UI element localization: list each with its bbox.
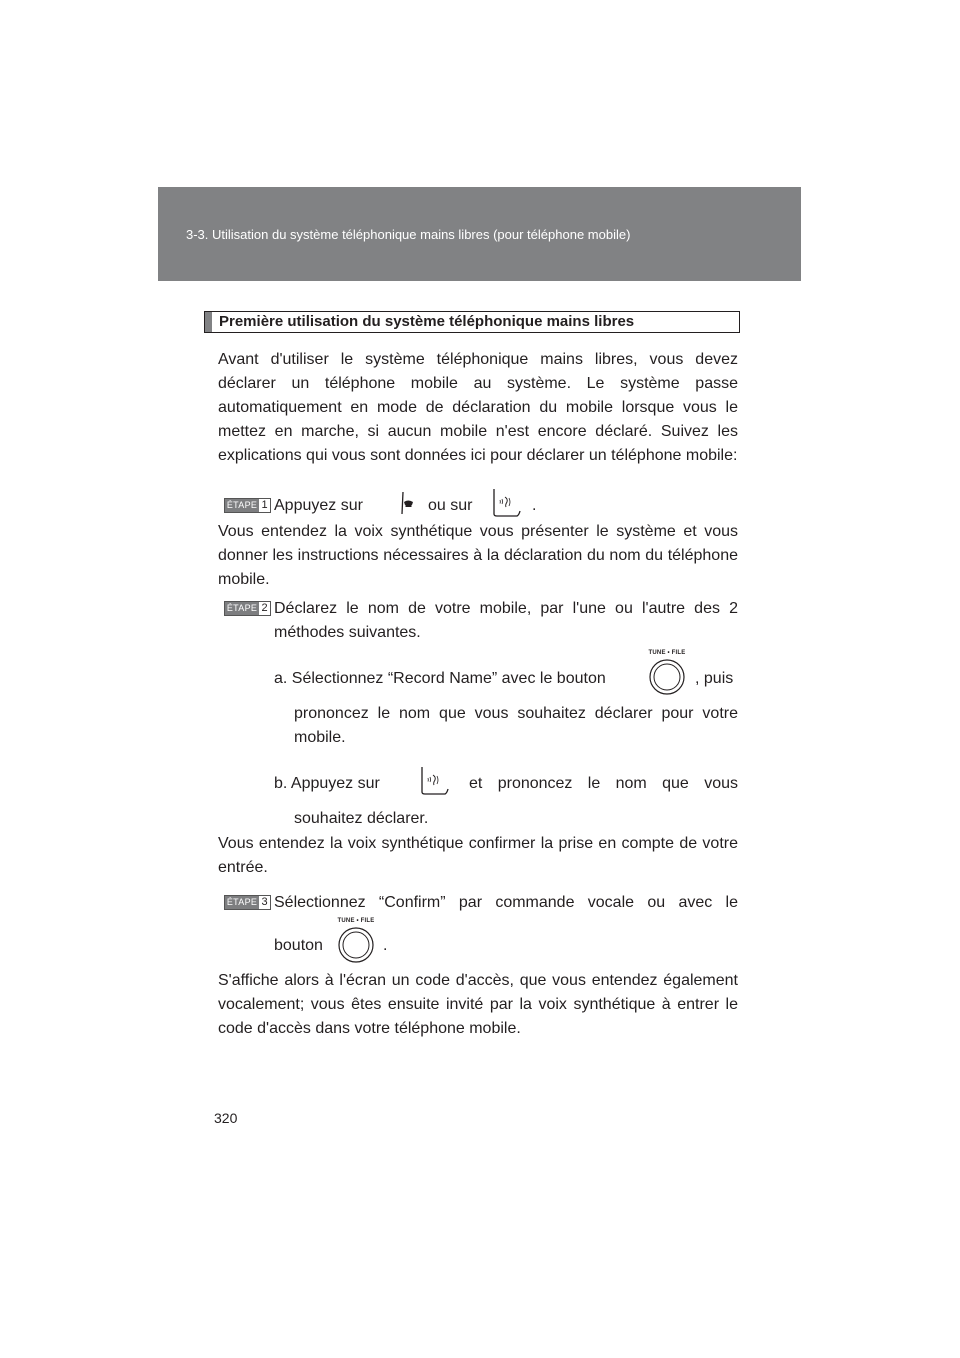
step2-option-b-text-2: et prononcez le nom que vous xyxy=(469,775,738,792)
knob-label: TUNE • FILE xyxy=(337,918,375,924)
step3-result: S'affiche alors à l'écran un code d'accès, que vous entendez également vocalement; vous êtes ensuite invité par la voix synthétique à entrer le code d'accès dans votre téléphone mobile. xyxy=(218,972,738,1037)
step-badge-label: ÉTAPE xyxy=(226,603,258,613)
step2-instruction-line2: méthodes suivantes. xyxy=(274,624,421,641)
section-heading-bar xyxy=(205,312,212,332)
step2-option-b-line2: souhaitez déclarer. xyxy=(294,810,429,827)
step-badge-2 xyxy=(224,601,271,616)
step2-option-a-puis: , puis xyxy=(695,670,734,687)
voice-talk-button-icon xyxy=(491,486,523,518)
step1-result: Vous entendez la voix synthétique vous présenter le système et vous donner les instructions nécessaires à la déclaration du nom du téléphone mobile. xyxy=(218,523,738,588)
step1-text-press: Appuyez sur xyxy=(274,497,363,514)
step2-option-a-line3: mobile. xyxy=(294,729,346,746)
step-badge-3 xyxy=(224,895,271,910)
step3-instruction-line2: bouton xyxy=(274,937,323,954)
knob-label: TUNE • FILE xyxy=(648,650,686,656)
step2-option-a-line1: a. Sélectionnez “Record Name” avec le bouton xyxy=(274,670,606,687)
step2-result: Vous entendez la voix synthétique confirmer la prise en compte de votre entrée. xyxy=(218,835,738,876)
step-badge-number: 1 xyxy=(259,499,270,512)
knob-circle-icon xyxy=(333,924,379,964)
step3-instruction-line1: Sélectionnez “Confirm” par commande vocale ou avec le xyxy=(274,894,738,911)
tune-file-knob-icon xyxy=(644,650,690,698)
intro-paragraph: Avant d'utiliser le système téléphonique mains libres, vous devez déclarer un téléphone mobile au système. Le système passe automatiquement en mode de déclaration du mobile lorsque vous le mettez en marche, si aucun mobile n'est encore déclaré. Suivez les explications qui vous sont données ici pour déclarer un téléphone mobile: xyxy=(218,351,738,464)
page-number: 320 xyxy=(214,1110,238,1126)
step2-option-b-text: b. Appuyez sur xyxy=(274,775,380,792)
phone-hangup-button-icon xyxy=(397,490,419,516)
step-badge-label: ÉTAPE xyxy=(226,500,258,510)
step1-text-or: ou sur xyxy=(428,497,473,514)
knob-circle-icon xyxy=(644,656,690,696)
section-title: Première utilisation du système téléphonique mains libres xyxy=(219,313,635,330)
chapter-header-band xyxy=(158,187,801,281)
tune-file-knob-icon xyxy=(333,918,379,966)
step-badge-1 xyxy=(224,498,271,513)
step-badge-label: ÉTAPE xyxy=(226,897,258,907)
chapter-section-path: 3-3. Utilisation du système téléphonique mains libres (pour téléphone mobile) xyxy=(186,227,631,242)
step-badge-number: 3 xyxy=(259,896,270,909)
section-heading xyxy=(204,311,740,333)
voice-talk-button-icon xyxy=(419,764,451,796)
step2-instruction-line1: Déclarez le nom de votre mobile, par l'une ou l'autre des 2 xyxy=(274,600,738,617)
step-badge-number: 2 xyxy=(259,602,270,615)
step2-option-a-line2: prononcez le nom que vous souhaitez déclarer pour votre xyxy=(294,705,738,722)
step1-text-period: . xyxy=(532,497,537,514)
step3-instruction-period: . xyxy=(383,937,388,954)
